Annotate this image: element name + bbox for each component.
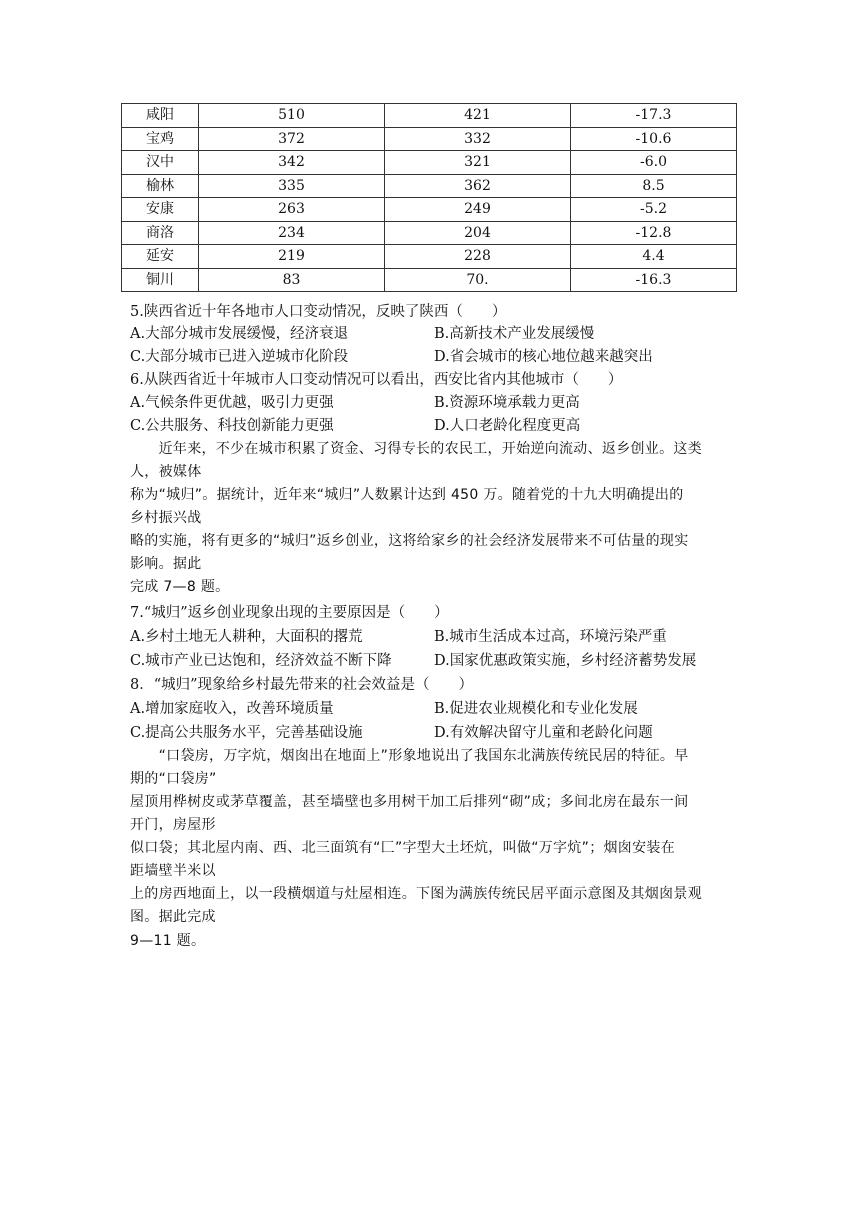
passage-2-line: 上的房西地面上，以一段横烟道与灶屋相连。下图为满族传统民居平面示意图及其烟囱景观: [130, 886, 702, 902]
passage-1-line: 称为“城归”。据统计，近年来“城归”人数累计达到 450 万。随着党的十九大明确提出的: [130, 487, 684, 503]
question-5-option-d: D.省会城市的核心地位越来越突出: [434, 349, 653, 365]
change-cell: -5.2: [571, 198, 737, 222]
passage-2-line: 距墙壁半米以: [130, 863, 216, 879]
question-6-option-d: D.人口老龄化程度更高: [434, 418, 581, 434]
passage-2-line: 开门，房屋形: [130, 817, 216, 833]
value-cell: 372: [199, 127, 385, 151]
passage-2-line: 期的“口袋房”: [130, 771, 217, 787]
city-cell: 铜川: [122, 268, 199, 292]
passage-2-line: 似口袋；其北屋内南、西、北三面筑有“匚”字型大土坯炕，叫做“万字炕”；烟囱安装在: [130, 840, 676, 856]
change-cell: -6.0: [571, 151, 737, 175]
question-5-stem: 5.陕西省近十年各地市人口变动情况，反映了陕西（ ）: [130, 304, 507, 320]
passage-1-line: 略的实施，将有更多的“城归”返乡创业，这将给家乡的社会经济发展带来不可估量的现实: [130, 533, 689, 549]
change-cell: -16.3: [571, 268, 737, 292]
question-6-option-a: A.气候条件更优越，吸引力更强: [130, 395, 334, 411]
value-cell: 263: [199, 198, 385, 222]
passage-1-line: 影响。据此: [130, 556, 202, 572]
value-cell: 228: [385, 245, 571, 269]
question-7-option-d: D.国家优惠政策实施，乡村经济蓄势发展: [434, 653, 697, 669]
question-7-stem: 7.“城归”返乡创业现象出现的主要原因是（ ）: [130, 605, 449, 621]
passage-1-line: 人，被媒体: [130, 464, 202, 480]
question-6-option-c: C.公共服务、科技创新能力更强: [130, 418, 334, 434]
table-row: [122, 127, 737, 151]
change-cell: 8.5: [571, 174, 737, 198]
value-cell: 342: [199, 151, 385, 175]
table-row: [122, 221, 737, 245]
change-cell: 4.4: [571, 245, 737, 269]
value-cell: 204: [385, 221, 571, 245]
question-6-option-b: B.资源环境承载力更高: [434, 395, 580, 411]
city-cell: 宝鸡: [122, 127, 199, 151]
question-5-option-b: B.高新技术产业发展缓慢: [434, 326, 595, 342]
value-cell: 83: [199, 268, 385, 292]
question-7-option-c: C.城市产业已达饱和，经济效益不断下降: [130, 653, 392, 669]
change-cell: -12.8: [571, 221, 737, 245]
question-8-option-a: A.增加家庭收入，改善环境质量: [130, 701, 334, 717]
value-cell: 421: [385, 104, 571, 128]
passage-1-line: 完成 7—8 题。: [130, 579, 230, 595]
change-cell: -10.6: [571, 127, 737, 151]
question-8-stem: 8．“城归”现象给乡村最先带来的社会效益是（ ）: [130, 677, 474, 693]
question-5-option-c: C.大部分城市已进入逆城市化阶段: [130, 349, 349, 365]
value-cell: 234: [199, 221, 385, 245]
table-row: [122, 151, 737, 175]
passage-2-line: “口袋房，万字炕，烟囱出在地面上”形象地说出了我国东北满族传统民居的特征。早: [130, 748, 689, 764]
question-8-option-d: D.有效解决留守儿童和老龄化问题: [434, 725, 653, 741]
question-8-option-b: B.促进农业规模化和专业化发展: [434, 701, 638, 717]
city-cell: 安康: [122, 198, 199, 222]
table-row: [122, 245, 737, 269]
value-cell: 510: [199, 104, 385, 128]
value-cell: 321: [385, 151, 571, 175]
passage-2-line: 9—11 题。: [130, 933, 206, 949]
table-row: [122, 104, 737, 128]
question-5-option-a: A.大部分城市发展缓慢，经济衰退: [130, 326, 349, 342]
value-cell: 332: [385, 127, 571, 151]
value-cell: 362: [385, 174, 571, 198]
value-cell: 249: [385, 198, 571, 222]
passage-1-line: 近年来，不少在城市积累了资金、习得专长的农民工，开始逆向流动、返乡创业。这类: [130, 441, 702, 457]
population-table: [121, 103, 737, 292]
change-cell: -17.3: [571, 104, 737, 128]
value-cell: 335: [199, 174, 385, 198]
city-cell: 商洛: [122, 221, 199, 245]
value-cell: 219: [199, 245, 385, 269]
question-8-option-c: C.提高公共服务水平，完善基础设施: [130, 725, 363, 741]
question-7-option-b: B.城市生活成本过高，环境污染严重: [434, 629, 667, 645]
passage-2-line: 图。据此完成: [130, 909, 216, 925]
table-row: [122, 268, 737, 292]
city-cell: 咸阳: [122, 104, 199, 128]
table-row: [122, 174, 737, 198]
city-cell: 延安: [122, 245, 199, 269]
passage-1-line: 乡村振兴战: [130, 510, 202, 526]
table-row: [122, 198, 737, 222]
city-cell: 汉中: [122, 151, 199, 175]
city-cell: 榆林: [122, 174, 199, 198]
question-7-option-a: A.乡村土地无人耕种，大面积的撂荒: [130, 629, 363, 645]
value-cell: 70.: [385, 268, 571, 292]
question-6-stem: 6.从陕西省近十年城市人口变动情况可以看出，西安比省内其他城市（ ）: [130, 372, 623, 388]
passage-2-line: 屋顶用桦树皮或茅草覆盖，甚至墙壁也多用树干加工后排列“砌”成；多间北房在最东一间: [130, 794, 689, 810]
